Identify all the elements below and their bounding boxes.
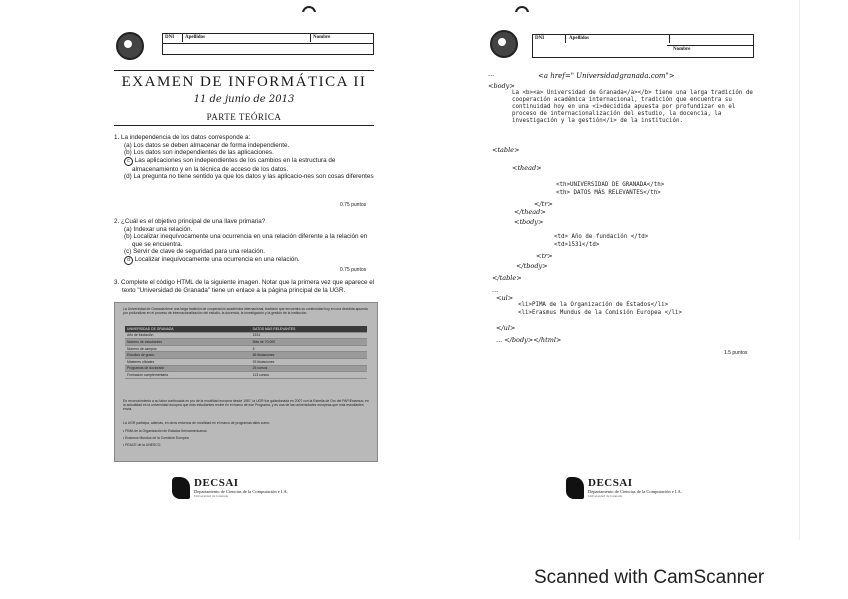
question-3: 3. Complete el código HTML de la siguiente imagen. Notar que la primera vez que aparece el texto "Universidad de Granada" tiene un enlace a la página principal de la UGR.: [114, 279, 375, 294]
answer-link-tag: <a href=" Universidadgranada.com">: [538, 72, 675, 80]
screenshot-paragraph-2: En reconocimiento a su labor continuada en pro de la movilidad europea desde 1987, la UGR fue galardonada en 2007 con la Estrella de Oro del PAP/Erasmus; en la actualidad es la universidad europea que más estudiantes recibe en el marco de ese Programa, y es una de las universidades europeas que más estudiantes envía.: [123, 399, 369, 411]
screenshot-list-item: • PEACE de la UNESCO: [123, 443, 161, 447]
question-1: 1. La independencia de los datos corresponde a: (a) Los datos se deben almacenar de forma independiente. (b) Los datos son independientes de las aplicaciones. c Las aplicaciones son independientes de los cambios en la estructura de almacenamiento y en la técnica de acceso de los datos. (d) La pregunta no tiene sentido ya que los datos y las aplicacio-nes son cosas diferentes: [114, 134, 376, 181]
answer-ul-close: </ul>: [496, 324, 516, 332]
decsai-logo-icon: [566, 477, 584, 499]
answer-th-2: <th> DATOS MÁS RELEVANTES</th>: [556, 190, 661, 196]
answer-tbody-tag: <tbody>: [514, 218, 544, 226]
scanner-watermark: Scanned with CamScanner: [534, 567, 765, 588]
nombre-label: Nombre: [313, 35, 331, 40]
answer-th-1: <th>UNIVERSIDAD DE GRANADA</th>: [556, 182, 665, 188]
answer-tr-tag: <tr>: [536, 252, 553, 260]
nombre-label: Nombre: [673, 47, 691, 52]
dni-label: DNI: [163, 34, 183, 42]
points-q2: 0.75 puntos: [340, 267, 367, 273]
option-d-selected: d Localizar inequívocamente una ocurrencia en una relación.: [114, 256, 376, 265]
exam-page-right: DNI Apellidos Nombre ... <a href=" Universidadgranada.com"> <body> La <b><a> Universidad de Granada</a></b> tiene una larga tradición de cooperación académica internacional, tradición que encuentra su continuidad hoy en una <i>decidida apuesta por profundizar en el proceso de internacionalización del estudio, la docencia, la investigación y la gestión</i> de la institución. <table> <thead> <th>UNIVERSIDAD DE GRANADA</th> <th> DATOS MÁS RELEVANTES</th> </tr> </thead> <tbody> <td> Año de fundación </td> <td>1531</td> <tr> </tbody> </table> ... <ul> <li>PIMA de la Organización de Estados</li> <li>Erasmus Mundus de la Comisión Europea </li> </ul> ... </body></html> 1.5 puntos DECSAI Departamento de Ciencias de la Computación e I.A. Universidad de Granada: [478, 12, 778, 532]
screenshot-list-item: • PIMA de la Organización de Estados Iberoamericanos: [123, 429, 207, 433]
option-b: (b) Los datos son independientes de las aplicaciones.: [124, 149, 274, 157]
option-a: (a) Indexar una relación.: [124, 225, 193, 233]
answer-body-tag: <body>: [488, 82, 515, 90]
exam-title: EXAMEN DE INFORMÁTICA II: [121, 74, 367, 90]
answer-thead-close: </thead>: [514, 208, 546, 216]
student-id-box: [532, 34, 754, 58]
points-q3: 1.5 puntos: [724, 350, 748, 356]
answer-tr-close: </tr>: [534, 200, 553, 208]
answer-dots: ...: [492, 286, 499, 294]
answer-end: ... </body></html>: [496, 336, 562, 344]
apellidos-label: Apellidos: [183, 34, 311, 42]
option-a: (a) Los datos se deben almacenar de forma independiente.: [124, 141, 290, 149]
answer-dots: ...: [488, 70, 495, 78]
answer-tbody-close: </tbody>: [516, 262, 548, 270]
screenshot-paragraph-3: La UGR participa, además, en otros entornos de movilidad en el marco de programas tales como:: [123, 421, 271, 425]
section-title: PARTE TEÓRICA: [206, 112, 282, 122]
scan-edge: [799, 0, 800, 540]
answer-ul-tag: <ul>: [496, 294, 514, 302]
answer-table-close: </table>: [492, 274, 522, 282]
webpage-screenshot: [114, 302, 378, 462]
answer-paragraph-code: La <b><a> Universidad de Granada</a></b> tiene una larga tradición de cooperación académica internacional, tradición que encuentra su continuidad hoy en una <i>decidida apuesta por profundizar en el proceso de internacionalización del estudio, la docencia, la investigación y la gestión</i> de la institución.: [512, 90, 753, 124]
option-c-selected: c Las aplicaciones son independientes de los cambios en la estructura de almacenamiento y en la técnica de acceso de los datos.: [114, 157, 376, 174]
student-id-box: [162, 33, 374, 55]
screenshot-table: UNIVERSIDAD DE GRANADA DATOS MÁS RELEVANTES Año de fundación 1531 Número de estudiantes Más de 70.000 Número de campus 5 Estudios de grado 65 titulaciones Másteres oficiales 93 titulaciones Programas de doctorado 25 cursos Formación complementaria 113 cursos: [125, 326, 367, 379]
answer-li-2: <li>Erasmus Mundus de la Comisión Europea </li>: [518, 310, 683, 316]
answer-table-tag: <table>: [492, 146, 520, 154]
university-seal-icon: [490, 30, 518, 58]
question-2: 2. ¿Cuál es el objetivo principal de una llave primaria? (a) Indexar una relación. (b) Localizar inequívocamente una ocurrencia en una relación diferente a la relación en que se encuentra. (c) Servir de clave de seguridad para una relación. d Localizar inequívocamente una ocurrencia en una relación.: [114, 218, 376, 265]
divider: [114, 70, 374, 71]
exam-date: 11 de junio de 2013: [193, 94, 295, 105]
exam-page-left: DNI Apellidos Nombre EXAMEN DE INFORMÁTICA II 11 de junio de 2013 PARTE TEÓRICA 1. La independencia de los datos corresponde a: (a) Los datos se deben almacenar de forma independiente. (b) Los datos son independientes de las aplicaciones. c Las aplicaciones son independientes de los cambios en la estructura de almacenamiento y en la técnica de acceso de los datos. (d) La pregunta no tiene sentido ya que los datos y las aplicacio-nes son cosas diferentes 0.75 puntos 2. ¿Cuál es el objetivo principal de una llave primaria? (a) Indexar una relación. (b) Localizar inequívocamente una ocurrencia en una relación diferente a la relación en que se encuentra. (c) Servir de clave de seguridad para una relación. d Localizar inequívocamente una ocurrencia en una relación. 0.75 puntos 3. Complete el código HTML de la siguiente imagen. Notar que la primera vez que aparece el texto "Universidad de Granada" tiene un enlace a la página principal de la UGR. La Universidad de Granada tiene una larga tradición de cooperación académica internacional, tradición que encuentra su continuidad hoy en una decidida apuesta por profundizar en el proceso de internacionalización del estudio, la docencia, la investigación y la gestión de la institución. UNIVERSIDAD DE GRANADA DATOS MÁS RELEVANTES Año de fundación 1531 Número de estudiantes Más de 70.000 Número de campus 5 Estudios de grado 65 titulaciones Másteres oficiales 93 titulaciones Programas de doctorado 25 cursos Formación complementaria 113 cursos En reconocimiento a su labor continuada en pro de la movilidad europea desde 1987, la UGR fue galardonada en 2007 con la Estrella de Oro del PAP/Erasmus; en la actualidad es la universidad europea que más estudiantes recibe en el marco de ese Programa, y es una de las universidades europeas que más estudiantes envía. La UGR participa, además, en otros entornos de movilidad en el marco de programas tales como: • PIMA de la Organización de Estados Iberoamericanos • Erasmus Mundus de la Comisión Europea • PEACE de la UNESCO DECSAI Departamento de Ciencias de la Computación e I.A. Universidad de Granada: [92, 12, 392, 532]
answer-li-1: <li>PIMA de la Organización de Estados</li>: [518, 302, 669, 308]
university-seal-icon: [116, 32, 144, 60]
option-b: (b) Localizar inequívocamente una ocurrencia en una relación diferente a la relación en que se encuentra.: [124, 233, 368, 248]
apellidos-label: Apellidos: [567, 35, 670, 43]
points-q1: 0.75 puntos: [340, 202, 367, 208]
option-c: (c) Servir de clave de seguridad para una relación.: [124, 248, 266, 256]
dni-label: DNI: [533, 35, 566, 43]
screenshot-intro: La Universidad de Granada tiene una larga tradición de cooperación académica internacional, tradición que encuentra su continuidad hoy en una decidida apuesta por profundizar en el proceso de internacionalización del estudio, la docencia, la investigación y la gestión de la institución.: [123, 307, 368, 315]
option-d: (d) La pregunta no tiene sentido ya que los datos y las aplicacio-nes son cosas diferentes: [124, 173, 374, 181]
decsai-logo-icon: [172, 477, 190, 499]
screenshot-list-item: • Erasmus Mundus de la Comisión Europea: [123, 436, 189, 440]
answer-td-1: <td> Año de fundación </td>: [554, 234, 649, 240]
answer-td-2: <td>1531</td>: [554, 242, 600, 248]
answer-thead-tag: <thead>: [512, 164, 542, 172]
divider: [114, 125, 374, 126]
